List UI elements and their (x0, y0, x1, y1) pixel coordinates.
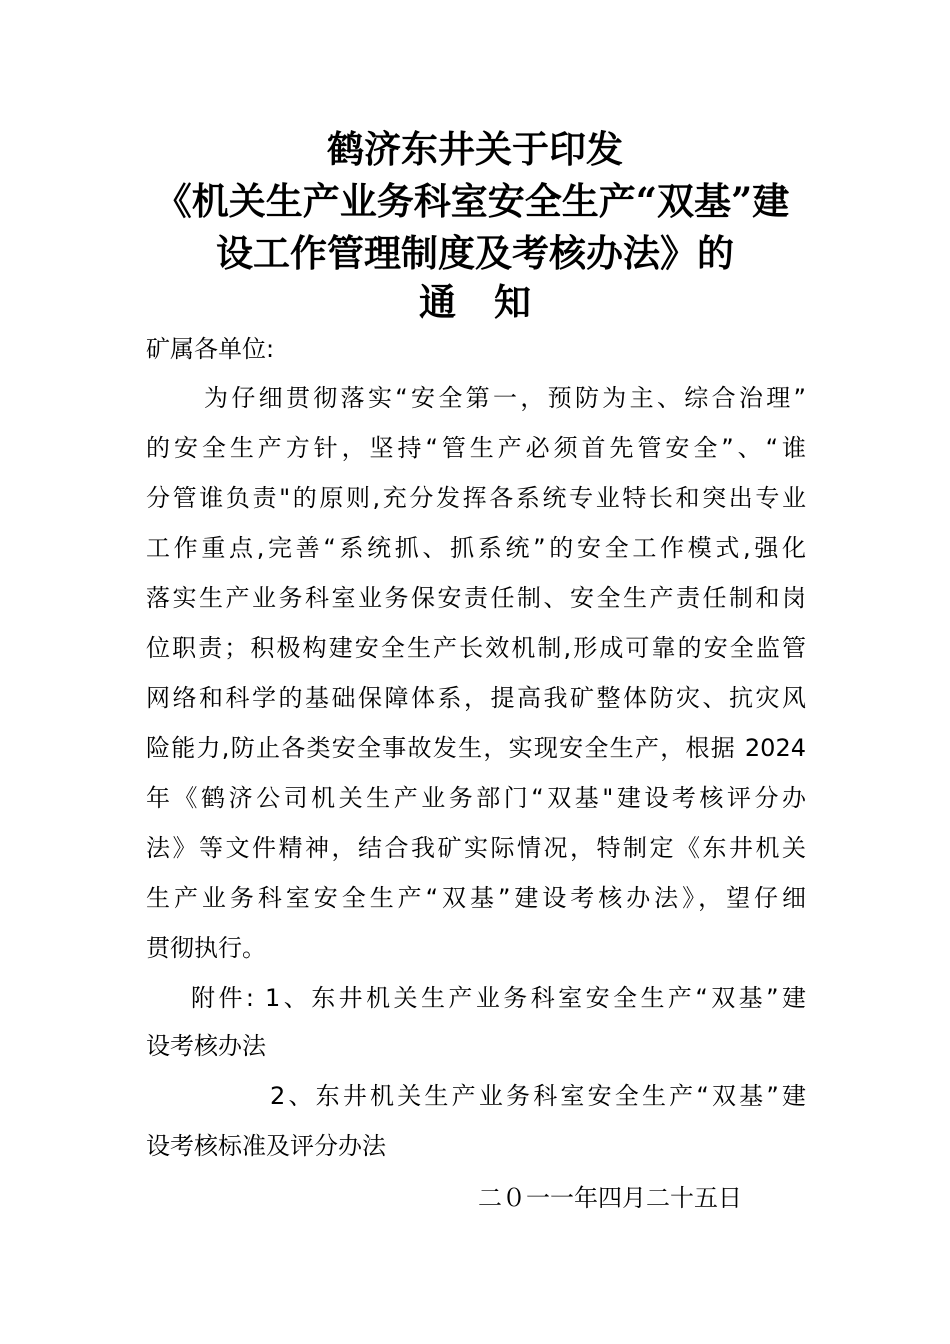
issue-date: 二０一一年四月二十五日 (478, 1184, 742, 1212)
body-line: 为仔细贯彻落实“安全第一，预防为主、综合治理” (204, 384, 806, 412)
title-notice (0, 277, 950, 327)
body-line: 法》等文件精神，结合我矿实际情况，特制定《东井机关 (146, 834, 806, 862)
body-line: 分管谁负责"的原则,充分发挥各系统专业特长和突出专业 (146, 484, 806, 512)
body-line: 落实生产业务科室业务保安责任制、安全生产责任制和岗 (146, 584, 806, 612)
body-line: 的安全生产方针，坚持“管生产必须首先管安全”、“谁 (146, 434, 806, 462)
body-line: 位职责；积极构建安全生产长效机制,形成可靠的安全监管 (146, 634, 806, 662)
attachment-2-line-1: 2、东井机关生产业务科室安全生产“双基”建 (270, 1082, 806, 1110)
attachment-2-line-2: 设考核标准及评分办法 (146, 1132, 386, 1160)
title-line-3: 设工作管理制度及考核办法》的 (216, 231, 734, 275)
title-notice-char-2: 知 (494, 280, 531, 324)
title-line-2: 《机关生产业务科室安全生产“双基”建 (154, 179, 790, 223)
body-line: 险能力,防止各类安全事故发生，实现安全生产，根据 2024 (146, 734, 806, 762)
attachment-1-line-2: 设考核办法 (146, 1032, 266, 1060)
body-line: 网络和科学的基础保障体系，提高我矿整体防灾、抗灾风 (146, 684, 806, 712)
body-line: 年《鹤济公司机关生产业务部门“双基"建设考核评分办 (146, 784, 806, 812)
body-line: 生产业务科室安全生产“双基”建设考核办法》，望仔细 (146, 884, 806, 912)
title-line-1: 鹤济东井关于印发 (327, 127, 623, 171)
salutation: 矿属各单位: (146, 335, 275, 363)
body-line: 工作重点,完善“系统抓、抓系统”的安全工作模式,强化 (146, 534, 806, 562)
title-notice-char-1: 通 (419, 280, 456, 324)
attachment-1-line-1: 附件: 1、东井机关生产业务科室安全生产“双基”建 (191, 984, 806, 1012)
body-line: 贯彻执行。 (146, 934, 266, 962)
